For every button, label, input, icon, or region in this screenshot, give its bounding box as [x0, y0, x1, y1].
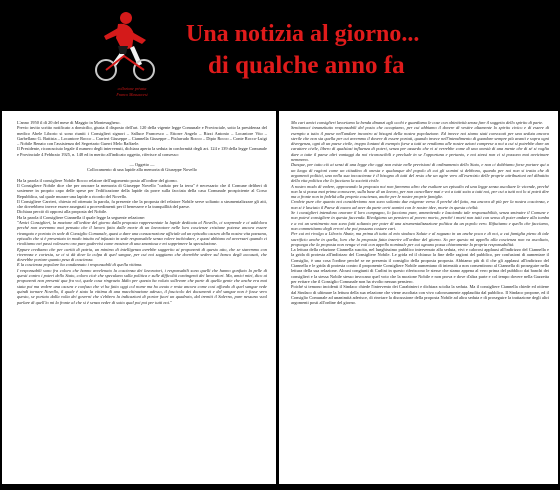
- page-title-line1: Una notizia al giorno...: [186, 21, 420, 47]
- oggetto-heading: — Oggetto —: [129, 162, 155, 168]
- paragraph: Il Consigliere Carrieri, chiesto ed ottenuto la parola, fa presente che la proposta del relatore Nobile serve soltanto a strumentalizzare gli atti, che dovrebbero invece essere assegnati a provvedimenti per il benessere e la tranquillità del paese.: [17, 198, 267, 210]
- relation-paragraph: Sentiamoci innanzitutto responsabili del posto che occupiamo, per cui abbiamo il dovere di vestire altamente lo spirito civico e di essere di esempio a tutto il paese nell'andare incontro ai bisogni della nostra popolazione. Ed invece noi siamo stati convocati per una seduta ancora sterile che non sia quella per cui avremmo il dovere di essere portati, quando invece nell'intendimento di guardare sempre più avanti e sopra ogni divergenza, ogni di un paese civile, troppo lontani di esempio forse a tutti se rendiamo alle nostre azioni comprese a noi a cui si potrebbe dare un carattere civile, libero di qualsiasi influenza di poteri, senza per assurdo che vi si verrebbe come di una onestà di una mente che di sé si voglia dare a tutte il paese altri vantaggi da noi riconoscibili e preclude in se l'opportuna e pertanto, e noi stessi non ci si possono mai avvicinare nemmeno.: [291, 125, 549, 163]
- relation-paragraph: Credete pure che quanto noi consideriamo non sono soltanto due esigenze verso il perché del fatto, ma ancora di più per la nostra coscienza, e non si è lasciato il Paese di nuovo ad aver da parte certi uomini con le nostre idee, morte in questa civiltà.: [291, 199, 549, 210]
- paragraph: Ha la parola il Consigliere Ciannella il quale legge la seguente relazione:: [17, 214, 146, 220]
- relation-paragraph: Se i consiglieri intendono onorare il loro compagno, lo facciano pure, ammettendo e lasciando tale responsabilità, senza sminuire il Comune e non potevi consigliere in questa faccenda. Rivolgiamo un pensiero al povero morto, perché i morti non tutti con senso di poter andare alla tomba e a voi un sentimento non sono fatti soltanto per poter di una strumentalizzazione politica da un popolo vero. Rifiutiamo e quello che facciamo, non commettiamo degli errori che poi possano costare cari.: [291, 210, 549, 231]
- relation-paragraph: Ma cari amici consiglieri lavoriamo la benda dinanzi agli occhi e guardiamo le cose con obiettività senza fare il soggetto dello spirito di parte.: [291, 120, 544, 125]
- paragraph: Previo invito scritto notificato a domicilio, giusta il disposto dell'art. 120 della vigente legge Comunale e Provinciale, sotto la presidenza del medico Abele Liborio si sono riuniti i Consiglieri signori – Salluce Francesco – Ettorre Angelo – Rizzi Antonio – Locantore Vito – Garbellano G. Battista – Locantore Rocco – Carrieri Giuseppe – Ciannella Giuseppe – Pisfarrudo Rocco – Dipio Rocco – Conte Rocco-Luigi – Nobile Renato con l'assistenza del Segretario Guerri Melo Raffaele.: [17, 125, 267, 147]
- page-title-line2: di qualche anno fa: [208, 52, 405, 79]
- header: [0, 0, 560, 108]
- relation-paragraph: A nostro modo di vedere, approvando la proposta noi non faremmo altro che esaltare un episodio ed una legge senza ascoltare le vicende, perché non la si possa mai prima conoscere, sulla base di un lavoro, per non cancellare mai e voi a tutti sotto a tutti noi, per cui a tutti noi lo si potrà dire ma a fronte non in fedeltà alla propria coscienza, anche per le nostre proprie famiglie.: [291, 183, 550, 200]
- relation-paragraph: E la coscienza popolare ha condannato i responsabili di quella vittima.: [17, 262, 143, 268]
- collection-caption: collezione privata: [117, 86, 147, 91]
- collector-name: Franco Massaccesi: [116, 92, 148, 97]
- document-page-right: [279, 111, 558, 484]
- cyclist-mascot-logo: [88, 6, 162, 84]
- date-line: L'anno 1950 il dì 20 del mese di Maggio in Montesugheso.: [17, 120, 121, 125]
- paragraph: Poiché si temono incidenti il Sindaco chiede l'intervento dei Carabinieri e dichiara sciolta la seduta. Ma il consigliere Ciannella chiede ed ottiene dal Sindaco di ultimare la lettura della sua relazione che viene ascoltata con vivo calorosamente applaudita dal pubblico. Il Sindaco propone, ed il Consiglio Comunale ad unanimità aderisce, di rinviare la discussione della proposta Nobile ad altra seduta e di proseguire la trattazione degli altri argomenti posti all'ordine del giorno.: [291, 284, 549, 306]
- paragraph: La lettura della relazione Ciannella suscita, nel lunghissimo pubblico intervenuto alla seduta, vivi e calorosi applausi all'indirizzo del Ciannella e la grida di protesta all'indirizzo del Consigliere Nobile. Le grida ed il chiasso la fine delle ragioni del pubblico, per confusioni di aumentare il Consiglio, è una cosa l'ordine perché se ne presenta il consiglio della proposta proposta. Abbiamo più di il che gli applausi all'indirizzo del Ciannella e le grida di protesta contro il proponente Consigliere Nobile aumentano di intensità a non consentirono al Ciannella di proseguire nella lettura della sua relazione. Alcuni congiunti di Carlini in questo riferiscono le stesse che siamo appena al vero prima del pubblico dai banchi dei consiglieri e la stessa Nobile stesso invocano quel voto che la mozione Nobile e non prova e dove d'altra parte e col tempo dovere nella Gazzetta per evitare che il Consiglio Comunale non ha rivolto nessun pensiero.: [291, 247, 549, 284]
- document-page-left: [2, 111, 276, 484]
- paragraph: Il Consigliere Nobile dice che per onorare la memoria di Giuseppe Novello "caduto per la terra" è necessario che il Comune deliberi di sostenere in proprio capo delle spese per l'edificazione della lapide da porre sulla facciata della casa Comunale prospiciente al Corso Repubblica, sul quale murare una lapide a ricordo del Novello.: [17, 182, 267, 199]
- oggetto-text: Collocamento di una lapide alla memoria di Giuseppe Novello: [87, 167, 197, 173]
- relation-paragraph: Dunque, per tutto ciò ai sensi di una legge che oggi non esiste nelle previsioni di ordinamento dello Stato, e non ci dobbiamo forse portare qui a un luogo di ragioni come un cittadino di onesta e qualunque del popolo di cui gli uomini si debbono, quando per noi non si tratta che di argomenti politici, una nella sua incoscienza è il bisogno di tutti del resto che un agire vero all'esercizio delle proprie attribuzioni nel dibattito della vita politica che lo facciano la società civile.: [291, 162, 549, 184]
- paragraph: Ha la parola il consigliere Nobile Rocco relatore dell'argomento posto all'ordine del giorno.: [17, 177, 178, 183]
- relation-paragraph: Per cui mi rivolgo a Liborio Abate, ma prima di tutto al mio sindaco Salute e al ragazzo in un anche poca e di noi, a cui famiglia pieno di tale sacrificio anche in quella, loro che la proposta fatta inserire all'ordine del giorno. So per questo mi appello alla coscienza non va ascoltato, proponga che la proposta non venga vi voti con appello nominale per cui ognuno possa chiaramente la propria responsabilità.: [291, 231, 549, 247]
- relation-paragraph: I responsabili sono fra coloro che hanno avvelenato la coscienza dei lavoratori, i responsabili sono quelli che hanno gonfiato la pelle di questi contro i poteri dello Stato, coloro cioè che speculano sulla politica e sulle difficoltà contingenti dei lavoratori. Ma, amici miei, dico ai proponenti non presenti qua fra voi, quale cosa ringrazio Iddio per questa ha voluto sollevare che parte di quella gente che anche era mai stata poi ma vedere una oscura e confuso che vi ha fatto oggi col nome ma ho avuto e resta ancora come cosi affondo di quel sangue vede quindi tornare Novello, il quale è stato la vittima di una macchinazione adesso, il fascicolo dei documenti e del sangue non è fosse vero questo, se portato dalla volta dei governi che s'ebbero la indicazioni di portar fuori un quadrato, dal tremiti il Salerno, pare nessuno vuol parlare di quell'io mi la fronte al che si è senza veder di sotto qual poi poi per tutti noi.": [17, 267, 267, 305]
- relation-paragraph: "Amici Consiglieri, la mozione all'ordine del giorno dalla proposta rappresentate la lapide dedicata al Novello, ci sorprende e ci addolora perché non avremmo mai pensato che il lavoro fatto dalle morte di un lavoratore nelle loro coscienze cristiane potesse ancora essere rivangato e portato in sede di Consiglio Comunale, quasi a dare una consacrazione ufficiale ad un episodio oscuro della nostra vita paesana, episodio che si è presentato in modo intuito ed infausto in sede responsabile senza volere inchiodare, e quasi abbiano ed avversari quando ci rivoltiamo nei passi volessero ora pure godervisi come mostrar di una smaniosa e mi sopprimere la speculazione.: [17, 220, 267, 247]
- paragraph: Dichiara perciò di opporsi alla proposta del Nobile.: [17, 209, 108, 215]
- paragraph: Il Presidente, riconosciuto legale il numero degli intervenuti, dichiara aperta la seduta in conformità degli art. 124 e 139 della legge Comunale e Provinciale 4 Febbraio 1925, n. 148 ed in merito all'indicato oggetto, riferisce al consesso:: [17, 146, 267, 157]
- relation-paragraph: Eppure crediamo che per carità di patria, un minimo di intelligenza avrebbe suggerito ai proponenti di questo atto, che se staremmo con riverenza e cortesia, se ci si dà dove la colpa di quel sangue, per cui noi saggiamo che dovrebbe sedere sul banco degli accusati, che dovrebbe portare quanto pesa di coscienza.: [17, 246, 267, 263]
